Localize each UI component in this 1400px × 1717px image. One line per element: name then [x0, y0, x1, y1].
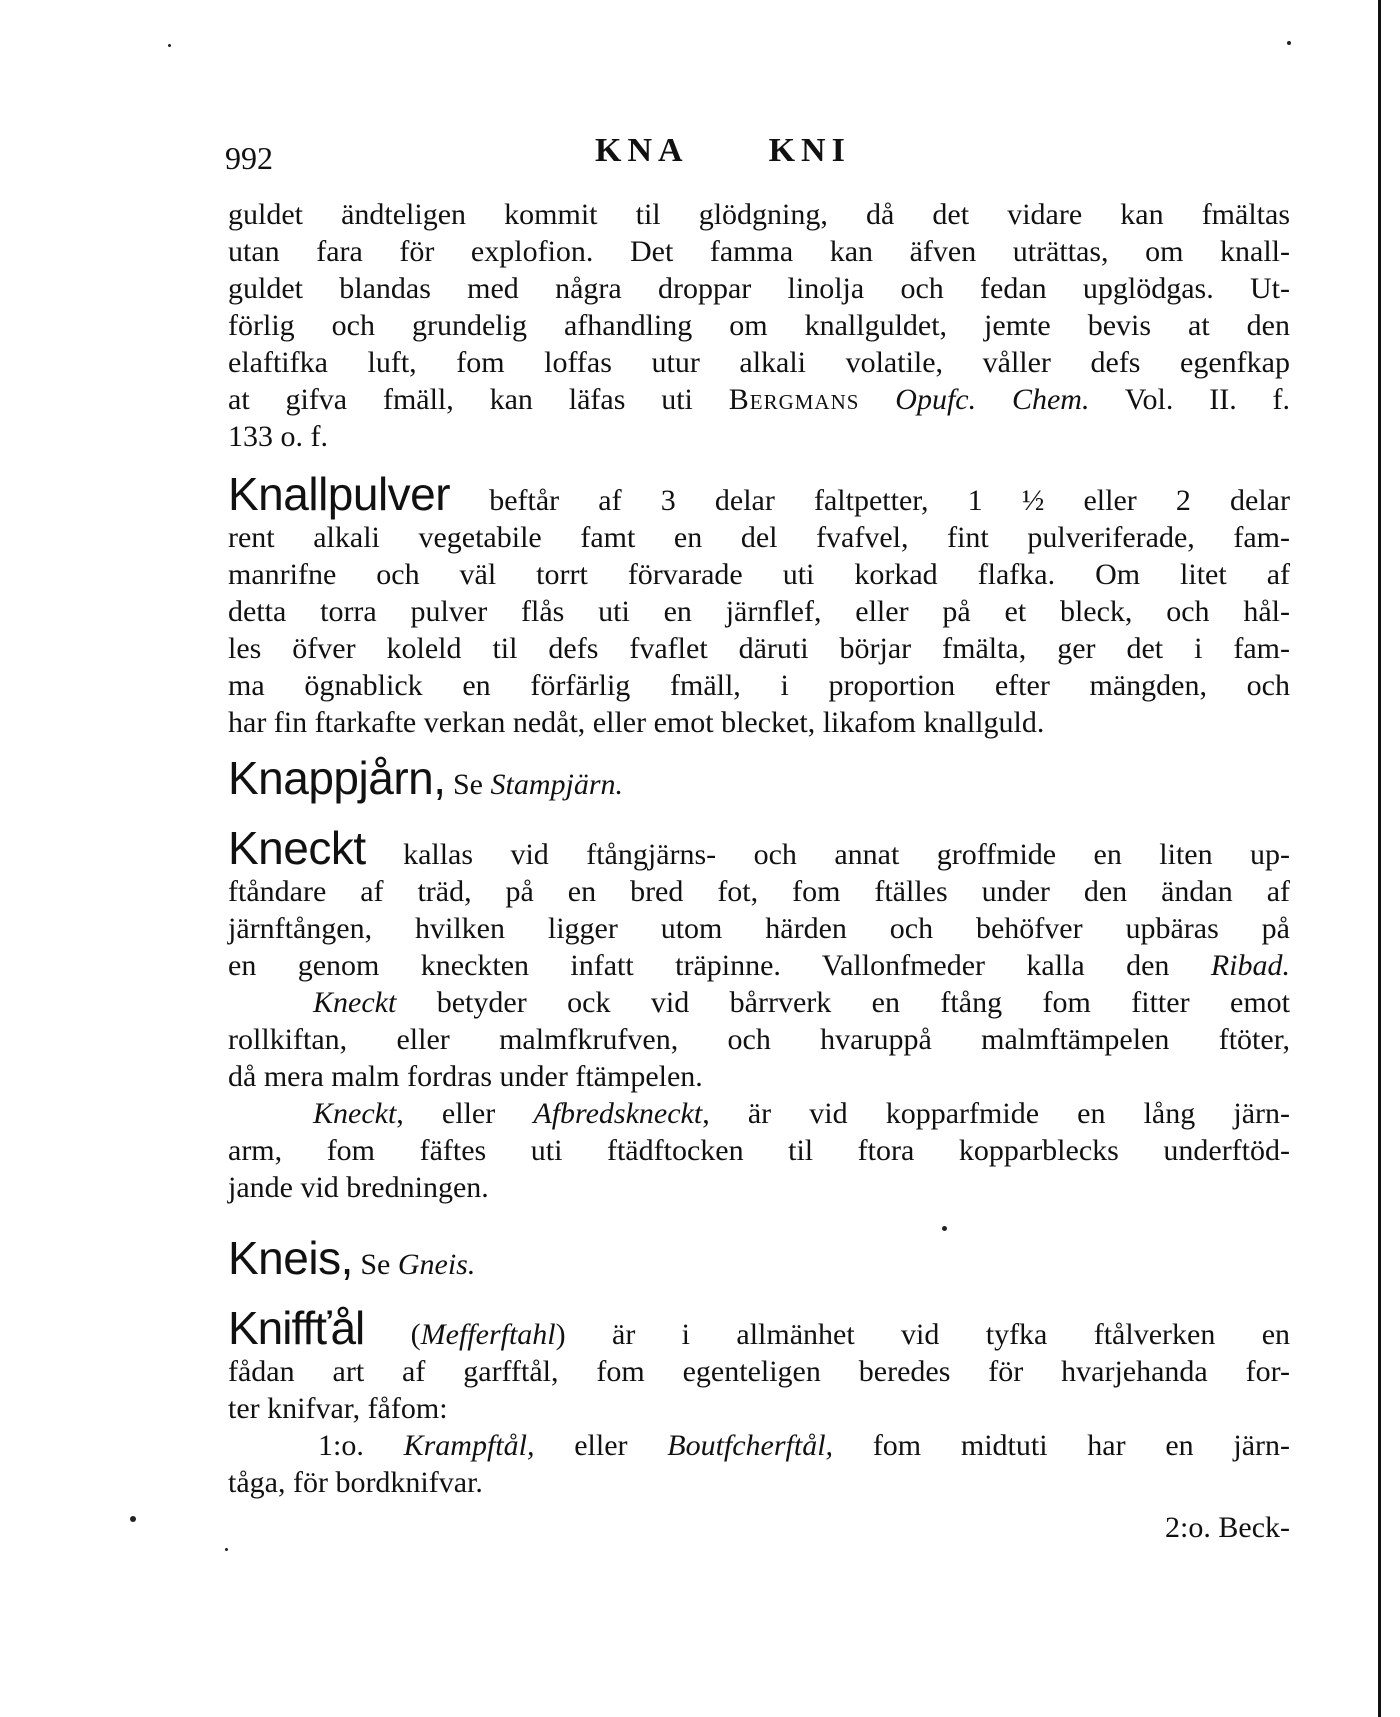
text-line: elaftifka luft, fom loffas utur alkali volatile, våller defs egenfkap: [228, 346, 1290, 379]
text-line: förlig och grundelig afhandling om knallguldet, jemte bevis at den: [228, 309, 1290, 342]
cross-reference: Afbredskneckt: [533, 1097, 703, 1130]
cross-reference: Gneis.: [397, 1248, 476, 1281]
entry-term: Knappjårn,: [228, 752, 446, 804]
see-label: Se: [360, 1248, 391, 1281]
text-line: guldet ändteligen kommit til glödgning, då det vidare kan fmältas: [228, 198, 1290, 231]
entry-knallpulver: [228, 468, 1290, 741]
text-line: jande vid bredningen.: [228, 1171, 489, 1204]
text-line: guldet blandas med några droppar linolja och fedan upglödgas. Ut-: [228, 272, 1290, 305]
author-name: Bergmans: [728, 383, 860, 416]
text-line: [228, 984, 1290, 1021]
entry-kneis: [228, 1232, 1290, 1284]
text-line: utan fara för explofion. Det famma kan äfven uträttas, om knall-: [228, 235, 1290, 268]
see-label: Se: [453, 768, 483, 801]
catchword-text: 2:o. Beck-: [1165, 1511, 1290, 1544]
text-run: betyder ock vid bårrverk en ftång fom fitter emot: [436, 986, 1290, 1019]
text-line: [228, 947, 1290, 984]
text-line: rent alkali vegetabile famt en del fvafvel, fint pulveriferade, fam-: [228, 521, 1290, 554]
text-line: ma ögnablick en förfärlig fmäll, i proportion efter mängden, och: [228, 669, 1290, 702]
text-run: fom midtuti har en järn-: [872, 1429, 1291, 1462]
page-header: [225, 132, 1290, 176]
cross-reference: Stampjärn.: [490, 768, 624, 801]
text-run: at gifva fmäll, kan läfas uti: [228, 383, 693, 416]
text-line: [228, 1095, 1290, 1132]
cross-reference: Ribad.: [1210, 949, 1290, 982]
page-number: 992: [225, 140, 273, 176]
entry-term: Kniffťål: [228, 1302, 365, 1354]
text-line: [228, 752, 1290, 804]
entry-term-repeat: Kneckt: [313, 1097, 397, 1130]
item-term: Boutfcherftål,: [667, 1429, 834, 1462]
text-line: fådan art af garfftål, fom egenteligen beredes för hvarjehanda for-: [228, 1355, 1290, 1388]
text-line: tåga, för bordknifvar.: [228, 1466, 483, 1499]
text-run: Vol. II. f.: [1124, 383, 1291, 416]
work-title: Opufc. Chem.: [895, 383, 1090, 416]
text-run: , eller: [396, 1097, 496, 1130]
text-line: [228, 822, 1291, 874]
text-line: ter knifvar, fåfom:: [228, 1392, 448, 1425]
text-line: manrifne och väl torrt förvarade uti korkad flafka. Om litet af: [228, 558, 1290, 591]
text-run: , är vid kopparfmide en lång järn-: [702, 1097, 1291, 1130]
text-run: är i allmänhet vid tyfka ftålverken en: [612, 1318, 1291, 1351]
entry-term: Kneis,: [228, 1232, 353, 1284]
ink-speck: [1287, 41, 1291, 45]
text-run: beftår af 3 delar faltpetter, 1 ½ eller 2 delar: [489, 484, 1290, 517]
text-line: 133 o. f.: [228, 420, 328, 453]
ink-speck: [168, 44, 171, 47]
catchword: [228, 1509, 1290, 1546]
text-line: då mera malm fordras under ftämpelen.: [228, 1060, 703, 1093]
text-line: [228, 468, 1290, 520]
text-line: rollkiftan, eller malmfkrufven, och hvaruppå malmftämpelen ftöter,: [228, 1023, 1290, 1056]
text-line: har fin ftarkafte verkan nedåt, eller emot blecket, likafom knallguld.: [228, 706, 1045, 739]
right-keyword: KNI: [768, 132, 851, 169]
entry-knifstal: [228, 1302, 1291, 1546]
page-edge-rule: [1378, 0, 1381, 1717]
text-line: [228, 1302, 1291, 1354]
text-line: [228, 1232, 1290, 1284]
ink-speck: [942, 1226, 947, 1231]
text-line: [228, 381, 1290, 418]
entry-kneckt: [228, 822, 1291, 1206]
text-line: ftåndare af träd, på en bred fot, fom ftälles under den ändan af: [228, 875, 1290, 908]
ink-speck: [225, 1548, 228, 1551]
text-run: eller: [574, 1429, 628, 1462]
text-run: en genom kneckten infatt träpinne. Vallonfmeder kalla den: [228, 949, 1170, 982]
knallguld-continuation: [228, 196, 1290, 455]
text-line: arm, fom fäftes uti ftädftocken til ftora kopparblecks underftöd-: [228, 1134, 1290, 1167]
entry-knappjarn: [228, 752, 1290, 804]
ink-speck: [130, 1516, 136, 1522]
text-line: les öfver koleld til defs fvaflet däruti börjar fmälta, ger det i fam-: [228, 632, 1290, 665]
text-line: detta torra pulver flås uti en järnflef, eller på et bleck, och hål-: [228, 595, 1290, 628]
text-line: järnftången, hvilken ligger utom härden och behöfver upbäras på: [228, 912, 1290, 945]
text-line: [228, 1427, 1290, 1464]
text-run: kallas vid ftångjärns- och annat groffmide en liten up-: [403, 838, 1291, 871]
item-number: 1:o.: [318, 1429, 364, 1462]
german-term: Mefferftahl: [420, 1318, 556, 1351]
entry-term: Knallpulver: [228, 468, 451, 520]
entry-term-repeat: Kneckt: [313, 986, 397, 1019]
paren: (: [410, 1318, 421, 1351]
running-head: [595, 132, 851, 170]
left-keyword: KNA: [595, 132, 689, 169]
paren: ): [555, 1318, 566, 1351]
entry-term: Kneckt: [228, 822, 366, 874]
item-term: Krampftål,: [403, 1429, 535, 1462]
